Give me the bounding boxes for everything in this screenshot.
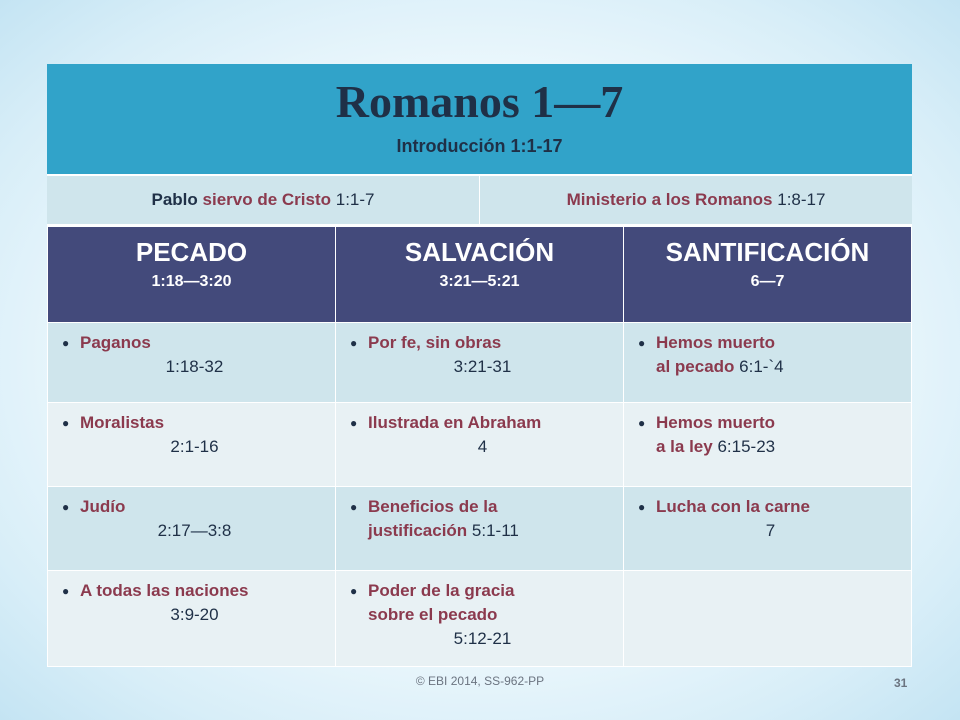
item-title-line2: a la ley — [656, 437, 713, 456]
slide-subtitle: Introducción 1:1-17 — [396, 136, 563, 156]
item-body — [368, 331, 617, 379]
list-item — [350, 331, 617, 379]
title-band — [47, 64, 912, 176]
bullet-icon: ● — [638, 336, 646, 350]
item-body — [656, 331, 905, 379]
column-header-santificacion — [624, 227, 912, 323]
bullet-icon: ● — [350, 416, 358, 430]
item-title: Por fe, sin obras — [368, 333, 502, 352]
item-body — [80, 411, 329, 459]
bullet-icon: ● — [62, 584, 70, 598]
intro-row — [47, 176, 912, 226]
item-title: Beneficios de la — [368, 497, 498, 516]
table-cell — [48, 571, 336, 667]
page-number: 31 — [894, 676, 908, 690]
bullet-icon: ● — [350, 584, 358, 598]
column-header-pecado — [48, 227, 336, 323]
table-body — [48, 323, 912, 667]
intro-left-b: siervo de Cristo — [202, 190, 332, 209]
item-title: Hemos muerto — [656, 413, 776, 432]
bullet-icon: ● — [62, 336, 70, 350]
item-body — [80, 579, 329, 627]
table-cell — [624, 571, 912, 667]
slide — [47, 64, 912, 667]
slide-title: Romanos 1—7 — [335, 76, 624, 127]
list-item — [350, 579, 617, 651]
list-item — [62, 579, 329, 627]
column-ref: 1:18—3:20 — [151, 273, 232, 290]
item-title: Judío — [80, 497, 126, 516]
table-cell — [336, 571, 624, 667]
list-item — [638, 495, 905, 543]
item-reference: 5:12-21 — [453, 629, 512, 648]
item-reference: 6:1-`4 — [739, 357, 784, 376]
bullet-icon: ● — [638, 416, 646, 430]
list-item — [62, 331, 329, 379]
column-name: SANTIFICACIÓN — [665, 237, 870, 267]
column-ref: 6—7 — [750, 273, 785, 290]
intro-right-a: Ministerio a los Romanos — [566, 190, 773, 209]
bullet-icon: ● — [62, 416, 70, 430]
item-reference: 6:15-23 — [717, 437, 776, 456]
column-name: PECADO — [135, 237, 248, 267]
item-title: Poder de la gracia — [368, 581, 515, 600]
table-row — [48, 487, 912, 571]
item-title: Hemos muerto — [656, 333, 776, 352]
item-title-line2: justificación — [368, 521, 468, 540]
item-title: Lucha con la carne — [656, 497, 810, 516]
item-body — [368, 411, 617, 459]
column-header-salvacion — [336, 227, 624, 323]
table-cell — [48, 403, 336, 487]
bullet-icon: ● — [62, 500, 70, 514]
item-body — [368, 579, 617, 651]
intro-left-cell — [47, 176, 479, 224]
item-reference: 3:9-20 — [170, 605, 219, 624]
item-reference: 2:17—3:8 — [157, 521, 232, 540]
list-item — [62, 495, 329, 543]
item-title-line2: al pecado — [656, 357, 735, 376]
table-cell — [336, 403, 624, 487]
header-row — [48, 227, 912, 323]
bullet-icon: ● — [350, 336, 358, 350]
column-name: SALVACIÓN — [404, 237, 555, 267]
item-body — [368, 495, 617, 543]
table-cell — [624, 403, 912, 487]
item-body — [80, 331, 329, 379]
item-reference: 3:21-31 — [453, 357, 512, 376]
intro-left-a: Pablo — [151, 190, 198, 209]
table-row — [48, 323, 912, 403]
item-body — [656, 495, 905, 543]
list-item — [350, 495, 617, 543]
item-body — [80, 495, 329, 543]
list-item — [350, 411, 617, 459]
table-cell — [336, 323, 624, 403]
item-title: A todas las naciones — [80, 581, 249, 600]
item-body — [656, 411, 905, 459]
table-cell — [336, 487, 624, 571]
intro-right-ref: 1:8-17 — [777, 190, 826, 209]
item-reference: 7 — [765, 521, 776, 540]
list-item — [638, 411, 905, 459]
intro-right-cell — [479, 176, 912, 224]
table-cell — [624, 487, 912, 571]
item-title-line2: sobre el pecado — [368, 605, 498, 624]
table-cell — [624, 323, 912, 403]
intro-left-ref: 1:1-7 — [335, 190, 375, 209]
bullet-icon: ● — [350, 500, 358, 514]
item-title: Moralistas — [80, 413, 165, 432]
list-item — [62, 411, 329, 459]
table-row — [48, 403, 912, 487]
item-reference: 5:1-11 — [471, 521, 519, 540]
item-reference: 2:1-16 — [170, 437, 219, 456]
romans-table — [47, 226, 912, 667]
column-ref: 3:21—5:21 — [439, 273, 520, 290]
footer-copyright: © EBI 2014, SS-962-PP — [415, 674, 545, 688]
table-cell — [48, 487, 336, 571]
item-title: Ilustrada en Abraham — [368, 413, 542, 432]
bullet-icon: ● — [638, 500, 646, 514]
item-reference: 1:18-32 — [165, 357, 224, 376]
list-item — [638, 331, 905, 379]
table-row — [48, 571, 912, 667]
item-title: Paganos — [80, 333, 151, 352]
table-cell — [48, 323, 336, 403]
item-reference: 4 — [477, 437, 488, 456]
